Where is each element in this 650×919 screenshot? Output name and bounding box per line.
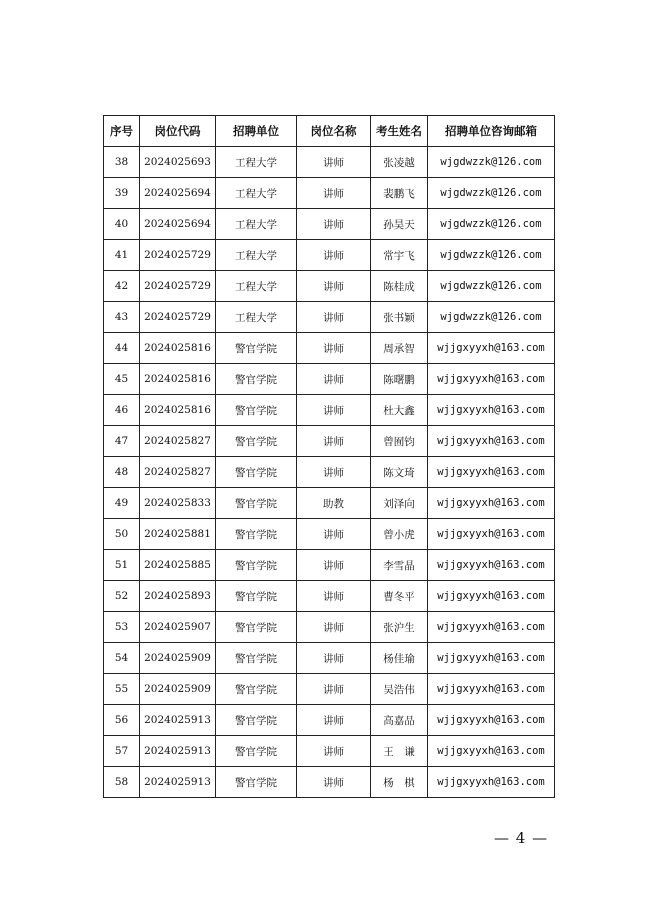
cell-contact-email: wjjgxyyxh@163.com bbox=[428, 550, 555, 581]
cell-candidate-name: 杜大鑫 bbox=[371, 395, 428, 426]
cell-serial: 55 bbox=[104, 674, 140, 705]
cell-position-code: 2024025827 bbox=[140, 426, 216, 457]
cell-position-name: 讲师 bbox=[297, 395, 371, 426]
cell-recruiting-unit: 警官学院 bbox=[216, 705, 297, 736]
cell-candidate-name: 裴鹏飞 bbox=[371, 178, 428, 209]
table-row bbox=[104, 550, 555, 581]
cell-position-name: 讲师 bbox=[297, 550, 371, 581]
cell-position-code: 2024025885 bbox=[140, 550, 216, 581]
cell-recruiting-unit: 警官学院 bbox=[216, 550, 297, 581]
cell-contact-email: wjgdwzzk@126.com bbox=[428, 302, 555, 333]
cell-recruiting-unit: 警官学院 bbox=[216, 426, 297, 457]
table-row bbox=[104, 643, 555, 674]
table-row bbox=[104, 364, 555, 395]
cell-contact-email: wjjgxyyxh@163.com bbox=[428, 426, 555, 457]
cell-serial: 51 bbox=[104, 550, 140, 581]
cell-serial: 44 bbox=[104, 333, 140, 364]
cell-position-name: 讲师 bbox=[297, 643, 371, 674]
table-row bbox=[104, 705, 555, 736]
cell-position-name: 讲师 bbox=[297, 736, 371, 767]
table-row bbox=[104, 612, 555, 643]
cell-recruiting-unit: 警官学院 bbox=[216, 364, 297, 395]
cell-candidate-name: 张书颖 bbox=[371, 302, 428, 333]
cell-serial: 40 bbox=[104, 209, 140, 240]
cell-contact-email: wjjgxyyxh@163.com bbox=[428, 643, 555, 674]
cell-serial: 45 bbox=[104, 364, 140, 395]
cell-recruiting-unit: 工程大学 bbox=[216, 271, 297, 302]
header-candidate-name: 考生姓名 bbox=[371, 116, 428, 147]
cell-position-name: 讲师 bbox=[297, 209, 371, 240]
table-row bbox=[104, 581, 555, 612]
cell-serial: 57 bbox=[104, 736, 140, 767]
cell-position-code: 2024025907 bbox=[140, 612, 216, 643]
cell-recruiting-unit: 工程大学 bbox=[216, 147, 297, 178]
cell-recruiting-unit: 警官学院 bbox=[216, 674, 297, 705]
cell-contact-email: wjgdwzzk@126.com bbox=[428, 209, 555, 240]
cell-candidate-name: 曹冬平 bbox=[371, 581, 428, 612]
cell-candidate-name: 陈曙鹏 bbox=[371, 364, 428, 395]
cell-contact-email: wjjgxyyxh@163.com bbox=[428, 674, 555, 705]
cell-candidate-name: 杨佳瑜 bbox=[371, 643, 428, 674]
cell-position-code: 2024025729 bbox=[140, 271, 216, 302]
cell-candidate-name: 曾囿钧 bbox=[371, 426, 428, 457]
cell-position-code: 2024025827 bbox=[140, 457, 216, 488]
cell-candidate-name: 高嘉品 bbox=[371, 705, 428, 736]
cell-serial: 41 bbox=[104, 240, 140, 271]
cell-candidate-name: 王 谦 bbox=[371, 736, 428, 767]
cell-serial: 48 bbox=[104, 457, 140, 488]
cell-serial: 47 bbox=[104, 426, 140, 457]
header-serial: 序号 bbox=[104, 116, 140, 147]
cell-recruiting-unit: 警官学院 bbox=[216, 488, 297, 519]
cell-serial: 50 bbox=[104, 519, 140, 550]
cell-position-name: 讲师 bbox=[297, 364, 371, 395]
table-row bbox=[104, 488, 555, 519]
header-position-code: 岗位代码 bbox=[140, 116, 216, 147]
cell-serial: 52 bbox=[104, 581, 140, 612]
table-row bbox=[104, 457, 555, 488]
table-row bbox=[104, 674, 555, 705]
cell-candidate-name: 张沪生 bbox=[371, 612, 428, 643]
cell-serial: 53 bbox=[104, 612, 140, 643]
cell-contact-email: wjjgxyyxh@163.com bbox=[428, 364, 555, 395]
cell-recruiting-unit: 工程大学 bbox=[216, 178, 297, 209]
page-number: — 4 — bbox=[494, 829, 549, 847]
header-contact-email: 招聘单位咨询邮箱 bbox=[428, 116, 555, 147]
cell-position-name: 讲师 bbox=[297, 705, 371, 736]
table-row bbox=[104, 178, 555, 209]
cell-contact-email: wjgdwzzk@126.com bbox=[428, 240, 555, 271]
table-row bbox=[104, 736, 555, 767]
cell-contact-email: wjjgxyyxh@163.com bbox=[428, 705, 555, 736]
cell-position-name: 讲师 bbox=[297, 519, 371, 550]
cell-position-name: 讲师 bbox=[297, 581, 371, 612]
table-body bbox=[104, 147, 555, 798]
cell-contact-email: wjjgxyyxh@163.com bbox=[428, 519, 555, 550]
cell-position-code: 2024025881 bbox=[140, 519, 216, 550]
table-row bbox=[104, 240, 555, 271]
cell-position-code: 2024025816 bbox=[140, 395, 216, 426]
cell-serial: 56 bbox=[104, 705, 140, 736]
cell-position-name: 讲师 bbox=[297, 457, 371, 488]
cell-contact-email: wjgdwzzk@126.com bbox=[428, 147, 555, 178]
cell-position-name: 讲师 bbox=[297, 426, 371, 457]
cell-position-name: 讲师 bbox=[297, 612, 371, 643]
cell-position-name: 讲师 bbox=[297, 178, 371, 209]
cell-position-code: 2024025913 bbox=[140, 767, 216, 798]
cell-recruiting-unit: 警官学院 bbox=[216, 333, 297, 364]
table-row bbox=[104, 519, 555, 550]
cell-recruiting-unit: 警官学院 bbox=[216, 736, 297, 767]
table-row bbox=[104, 333, 555, 364]
cell-position-code: 2024025833 bbox=[140, 488, 216, 519]
cell-serial: 46 bbox=[104, 395, 140, 426]
cell-recruiting-unit: 工程大学 bbox=[216, 209, 297, 240]
cell-position-name: 助教 bbox=[297, 488, 371, 519]
cell-position-name: 讲师 bbox=[297, 240, 371, 271]
cell-candidate-name: 孙昊天 bbox=[371, 209, 428, 240]
applicant-table bbox=[103, 115, 555, 798]
cell-serial: 49 bbox=[104, 488, 140, 519]
table-row bbox=[104, 302, 555, 333]
cell-recruiting-unit: 警官学院 bbox=[216, 457, 297, 488]
cell-contact-email: wjjgxyyxh@163.com bbox=[428, 395, 555, 426]
cell-recruiting-unit: 警官学院 bbox=[216, 519, 297, 550]
table-header-row bbox=[104, 116, 555, 147]
cell-position-code: 2024025816 bbox=[140, 364, 216, 395]
cell-contact-email: wjjgxyyxh@163.com bbox=[428, 612, 555, 643]
table-row bbox=[104, 271, 555, 302]
cell-recruiting-unit: 警官学院 bbox=[216, 395, 297, 426]
cell-position-code: 2024025913 bbox=[140, 705, 216, 736]
cell-contact-email: wjjgxyyxh@163.com bbox=[428, 457, 555, 488]
cell-contact-email: wjjgxyyxh@163.com bbox=[428, 581, 555, 612]
cell-position-name: 讲师 bbox=[297, 767, 371, 798]
cell-candidate-name: 陈文琦 bbox=[371, 457, 428, 488]
cell-position-code: 2024025909 bbox=[140, 643, 216, 674]
cell-candidate-name: 曾小虎 bbox=[371, 519, 428, 550]
cell-position-code: 2024025694 bbox=[140, 178, 216, 209]
cell-position-code: 2024025729 bbox=[140, 302, 216, 333]
cell-contact-email: wjjgxyyxh@163.com bbox=[428, 488, 555, 519]
cell-position-name: 讲师 bbox=[297, 674, 371, 705]
cell-candidate-name: 杨 棋 bbox=[371, 767, 428, 798]
table-row bbox=[104, 147, 555, 178]
cell-candidate-name: 李雪晶 bbox=[371, 550, 428, 581]
cell-candidate-name: 陈桂成 bbox=[371, 271, 428, 302]
table-row bbox=[104, 395, 555, 426]
cell-contact-email: wjgdwzzk@126.com bbox=[428, 178, 555, 209]
table-row bbox=[104, 426, 555, 457]
cell-position-code: 2024025816 bbox=[140, 333, 216, 364]
cell-position-code: 2024025693 bbox=[140, 147, 216, 178]
cell-candidate-name: 吴浩伟 bbox=[371, 674, 428, 705]
table-row bbox=[104, 209, 555, 240]
cell-position-code: 2024025913 bbox=[140, 736, 216, 767]
cell-recruiting-unit: 工程大学 bbox=[216, 302, 297, 333]
cell-contact-email: wjgdwzzk@126.com bbox=[428, 271, 555, 302]
cell-position-code: 2024025729 bbox=[140, 240, 216, 271]
cell-serial: 54 bbox=[104, 643, 140, 674]
cell-candidate-name: 周承智 bbox=[371, 333, 428, 364]
cell-position-code: 2024025909 bbox=[140, 674, 216, 705]
cell-serial: 43 bbox=[104, 302, 140, 333]
cell-position-code: 2024025893 bbox=[140, 581, 216, 612]
table-row bbox=[104, 767, 555, 798]
cell-serial: 38 bbox=[104, 147, 140, 178]
cell-position-name: 讲师 bbox=[297, 147, 371, 178]
cell-position-name: 讲师 bbox=[297, 302, 371, 333]
cell-recruiting-unit: 警官学院 bbox=[216, 581, 297, 612]
cell-recruiting-unit: 工程大学 bbox=[216, 240, 297, 271]
header-recruiting-unit: 招聘单位 bbox=[216, 116, 297, 147]
cell-recruiting-unit: 警官学院 bbox=[216, 767, 297, 798]
cell-recruiting-unit: 警官学院 bbox=[216, 612, 297, 643]
cell-position-name: 讲师 bbox=[297, 271, 371, 302]
cell-position-name: 讲师 bbox=[297, 333, 371, 364]
cell-contact-email: wjjgxyyxh@163.com bbox=[428, 333, 555, 364]
cell-candidate-name: 常宇飞 bbox=[371, 240, 428, 271]
cell-candidate-name: 刘泽向 bbox=[371, 488, 428, 519]
cell-candidate-name: 张凌越 bbox=[371, 147, 428, 178]
cell-recruiting-unit: 警官学院 bbox=[216, 643, 297, 674]
cell-serial: 58 bbox=[104, 767, 140, 798]
cell-contact-email: wjjgxyyxh@163.com bbox=[428, 767, 555, 798]
cell-serial: 42 bbox=[104, 271, 140, 302]
cell-contact-email: wjjgxyyxh@163.com bbox=[428, 736, 555, 767]
cell-position-code: 2024025694 bbox=[140, 209, 216, 240]
header-position-name: 岗位名称 bbox=[297, 116, 371, 147]
cell-serial: 39 bbox=[104, 178, 140, 209]
